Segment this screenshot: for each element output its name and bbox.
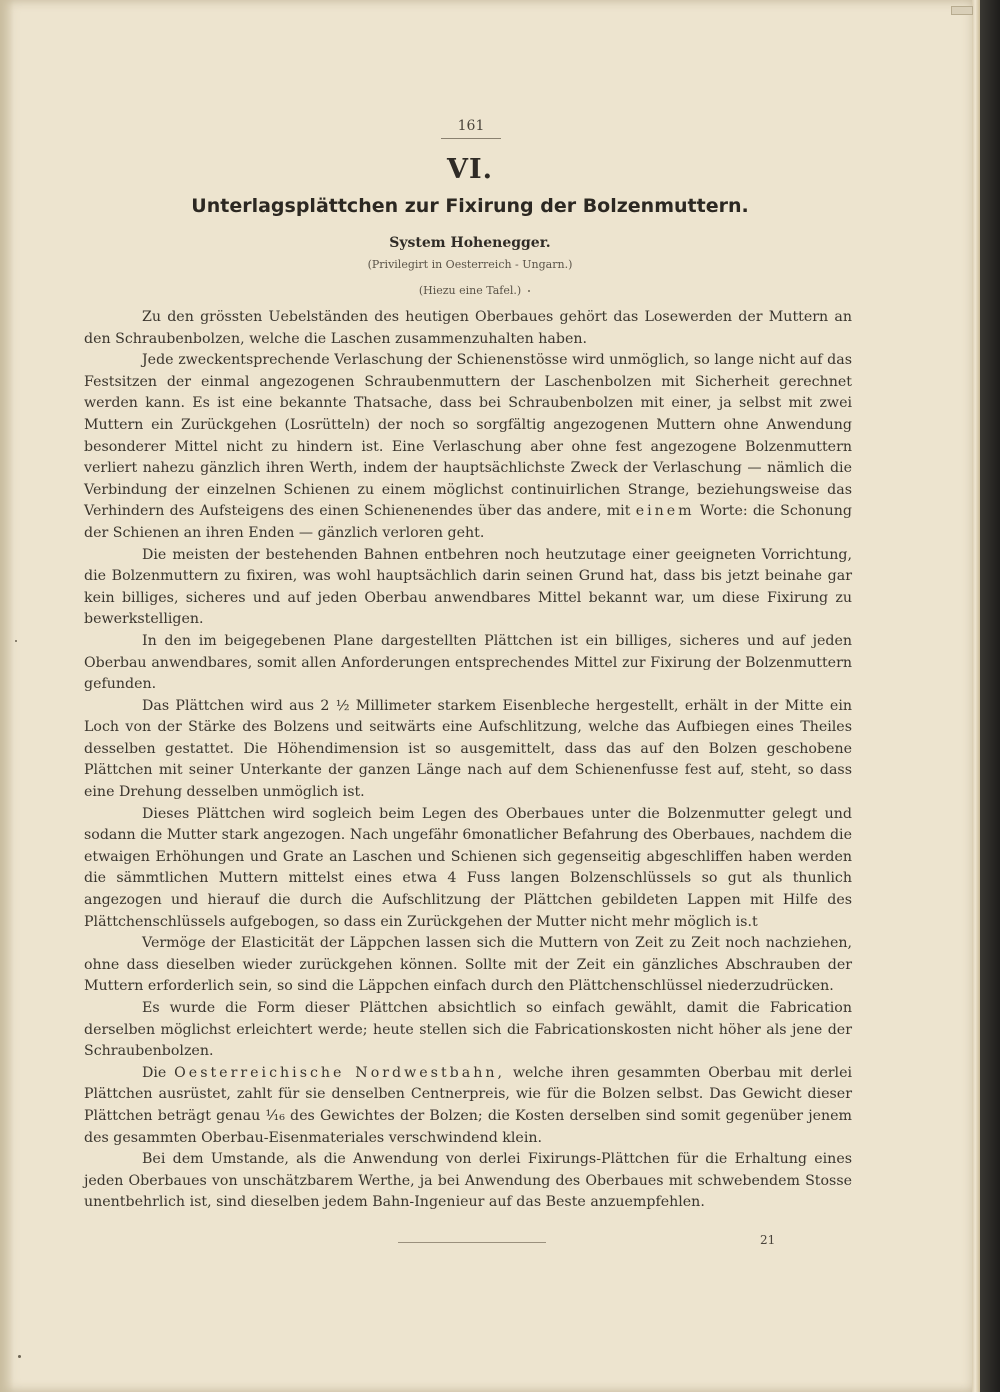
corner-tab — [951, 6, 973, 15]
paragraph-9 — [84, 1063, 852, 1149]
ink-speck — [18, 1355, 21, 1358]
paragraph-7: Vermöge der Elasticität der Läppchen lassen sich die Muttern von Zeit zu Zeit noch nachziehen, ohne dass dieselben wieder zurückgehen können. Sollte mit der Zeit ein gänzliches Abschrauben der Muttern erforderlich sein, so sind die Läppchen einfach durch den Plättchenschlüssel niederzudrücken. — [84, 935, 852, 995]
system-subtitle: System Hohenegger. — [389, 235, 551, 251]
header-rule — [441, 138, 501, 139]
paragraph-5: Das Plättchen wird aus 2 ½ Millimeter starkem Eisenbleche hergestellt, erhält in der Mitte ein Loch von der Stärke des Bolzens und seitwärts eine Aufschlitzung, welche das Aufbiegen eines Theiles desselben gestattet. Die Höhendimension ist so ausgemittelt, dass das auf den Bolzen geschobene Plättchen mit seiner Unterkante der ganzen Länge nach auf dem Schienenfusse fest auf, steht, so dass eine Drehung desselben unmöglich ist. — [84, 697, 852, 801]
page-number: 161 — [457, 118, 485, 134]
paragraph-6: Dieses Plättchen wird sogleich beim Legen des Oberbaues unter die Bolzenmutter gelegt und sodann die Mutter stark angezogen. Nach ungefähr 6monatlicher Befahrung des Oberbaues, nachdem die etwaigen Erhöhungen und Grate an Laschen und Schienen sich gegenseitig abgeschliffen haben werden die sämmtlichen Muttern mittelst eines etwa 4 Fuss langen Bolzenschlüssels so gut als thunlich angezogen und hierauf die durch die Aufschlitzung der Plättchen gebildeten Lappen mit Hilfe des Plättchenschlüssels aufgebogen, so dass ein Zurückgehen der Mutter nicht mehr möglich is.t — [84, 805, 852, 930]
paragraph-2 — [84, 350, 852, 544]
body-text — [84, 307, 852, 1214]
paragraph-4: In den im beigegebenen Plane dargestellten Plättchen ist ein billiges, sicheres und auf jeden Oberbau anwendbares, somit allen Anforderungen entsprechendes Mittel zur Fixirung der Bolzenmuttern gefunden. — [84, 632, 852, 693]
paragraph-2-tail: Worte: die Schonung der Schienen an ihren Enden — gänzlich verloren geht. — [84, 503, 853, 541]
paragraph-1: Zu den grössten Uebelständen des heutigen Oberbaues gehört das Losewerden der Muttern an den Schraubenbolzen, welche die Laschen zusammenzuhalten haben. — [84, 309, 852, 347]
scanner-background — [980, 0, 1000, 1392]
page-title: Unterlagsplättchen zur Fixirung der Bolzenmuttern. — [191, 195, 749, 217]
paragraph-9-lead: Die — [142, 1064, 167, 1081]
paragraph-10: Bei dem Umstande, als die Anwendung von derlei Fixirungs-Plättchen für die Erhaltung eines jeden Oberbaues von unschätzbarem Werthe, ja bei Anwendung des Oberbaues mit schwebendem Stosse unentbehrlich ist, sind dieselben jedem Bahn-Ingenieur auf das Beste anzuempfehlen. — [84, 1151, 852, 1211]
ink-speck — [15, 640, 17, 642]
page-edge — [972, 0, 980, 1392]
ink-speck — [528, 290, 530, 292]
paragraph-9-tail: welche ihren gesammten Oberbau mit derlei Plättchen ausrüstet, zahlt für sie denselben Centnerpreis, wie für die Bolzen selbst. Das Gewicht dieser Plättchen beträgt genau ¹⁄₁₆ des Gewichtes der Bolzen; die Kosten derselben sind somit gegenüber jenem des gesammten Oberbau-Eisenmateriales verschwindend klein. — [84, 1064, 852, 1146]
plate-note: (Hiezu eine Tafel.) — [418, 284, 522, 297]
paragraph-3: Die meisten der bestehenden Bahnen entbehren noch heutzutage einer geeigneten Vorrichtung, die Bolzenmuttern zu fixiren, was wohl hauptsächlich darin seinen Grund hat, dass bis jetzt beinahe gar kein billiges, sicheres und auf jeden Oberbau anwendbares Mittel bekannt war, um diese Fixirung zu bewerkstelligen. — [84, 546, 852, 628]
footer-rule — [398, 1242, 546, 1243]
page-gutter-shadow — [0, 0, 14, 1392]
paragraph-2-text: Jede zweckentsprechende Verlaschung der Schienenstösse wird unmöglich, so lange nicht auf das Festsitzen der einmal angezogenen Schraubenmuttern der Laschenbolzen mit Sicherheit gerechnet werden kann. Es ist eine bekannte Thatsache, dass bei Schraubenbolzen mit einer, ja selbst mit zwei Muttern ein Zurückgehen (Losrütteln) der noch so sorgfältig angezogenen Muttern ohne Anwendung besonderer Mittel nicht zu hindern ist. Eine Verlaschung aber ohne fest angezogene Bolzenmuttern verliert nahezu gänzlich ihren Werth, indem der hauptsächlichste Zweck der Verlaschung — nämlich die Verbindung der einzelnen Schienen zu einem möglichst continuirlichen Strange, beziehungsweise das Verhindern des Aufsteigens des einen Schienenendes über das andere, mit — [84, 352, 852, 520]
paragraph-8: Es wurde die Form dieser Plättchen absichtlich so einfach gewählt, damit die Fabrication derselben möglichst erleichtert werde; heute stellen sich die Fabricationskosten nicht höher als jene der Schraubenbolzen. — [84, 1000, 852, 1060]
paragraph-9-emphasis: Oesterreichische Nordwestbahn, — [174, 1064, 505, 1081]
paragraph-2-emphasis: einem — [635, 503, 695, 520]
signature-mark: 21 — [760, 1233, 776, 1247]
chapter-numeral: VI. — [447, 154, 493, 185]
privilege-note: (Privilegirt in Oesterreich - Ungarn.) — [367, 258, 573, 271]
